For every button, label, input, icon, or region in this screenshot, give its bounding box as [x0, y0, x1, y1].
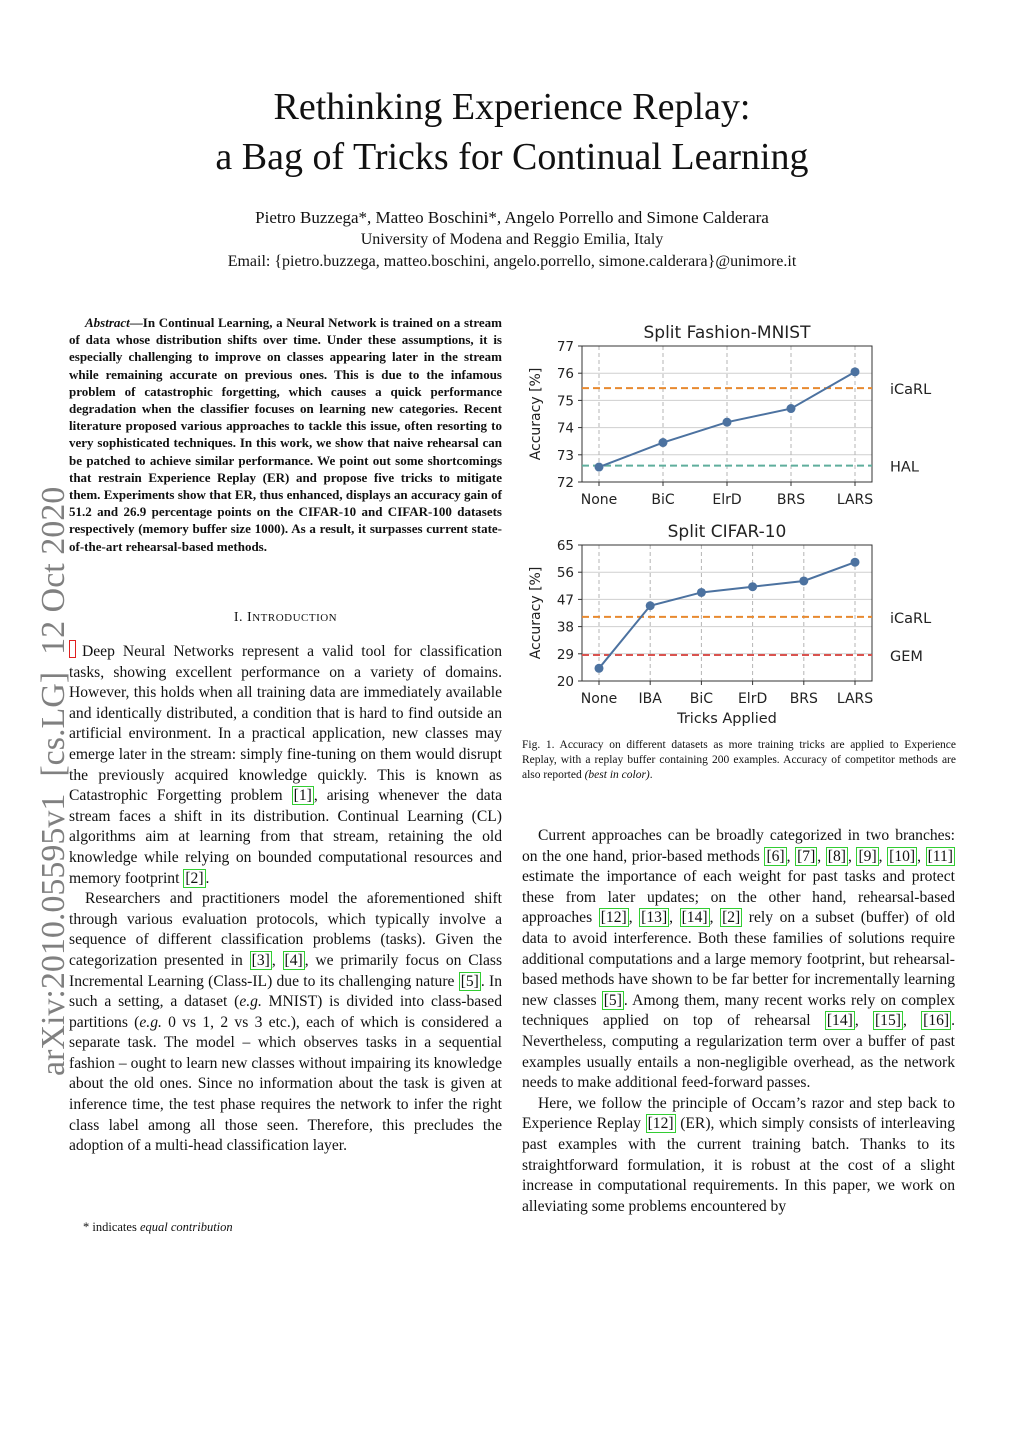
author-list: Pietro Buzzega*, Matteo Boschini*, Angelo Porrello and Simone Calderara: [255, 208, 769, 227]
citation-link[interactable]: [15]: [874, 1012, 901, 1030]
data-point: [851, 367, 860, 376]
data-point: [659, 438, 668, 447]
y-tick-label: 47: [556, 592, 574, 609]
left-column-body: [69, 640, 502, 1157]
affiliation: University of Modena and Reggio Emilia, Italy: [360, 231, 664, 248]
data-point: [723, 418, 732, 427]
abstract-label: Abstract: [85, 315, 130, 330]
reference-line-label: HAL: [890, 459, 919, 476]
x-tick-label: BRS: [789, 691, 818, 707]
data-point: [697, 588, 706, 597]
data-point: [748, 582, 757, 591]
citation-link[interactable]: [12]: [600, 909, 627, 927]
y-tick-label: 38: [556, 619, 574, 636]
x-tick-label: LARS: [836, 691, 874, 707]
figure-1-charts: [520, 318, 960, 730]
chart-title: Split CIFAR-10: [667, 522, 787, 542]
citation-link[interactable]: [8]: [827, 847, 846, 865]
annotation-marker: [69, 640, 76, 658]
arxiv-stamp-text: arXiv:2010.05595v1 [cs.LG] 12 Oct 2020: [35, 486, 72, 1076]
figure-caption: Fig. 1. Accuracy on different datasets as more training tricks are applied to Experience Replay, with a replay buffer containing 200 examples. Accuracy of competitor methods are also reported (best in color).: [522, 739, 957, 781]
x-tick-label: BRS: [776, 492, 806, 508]
x-tick-label: BiC: [689, 691, 714, 707]
reference-line-label: GEM: [890, 649, 923, 666]
citation-link[interactable]: [2]: [185, 869, 204, 887]
x-tick-label: LARS: [836, 492, 874, 508]
y-tick-label: 72: [556, 475, 574, 491]
citation-link[interactable]: [5]: [460, 972, 479, 990]
section-title-initial: I: [247, 610, 253, 625]
right-paragraph-1: Current approaches can be broadly categorized in two branches: on the one hand, prior-based methods [6] , [7] , [8] , [9] , [10] , [11] estimate the importance of each weight for past tasks and protect these from later updates; on the other hand, rehearsal-based approaches [12] , [13] , [14] , [2] rely on a subset (buffer) of old data to avoid interference. Both these families of solutions require additional computations and a large memory footprint, but rehearsal-based methods have shown to be far better for incrementally learning new classes [5] . Among them, many recent works rely on complex techniques applied on top of rehearsal [14] , [15] , [16] . Nevertheless, computing a regularization term over a buffer of past examples usually entails a non-negligible overhead, as the network needs to make additional feed-forward passes.: [522, 827, 956, 1092]
x-tick-label: ElrD: [712, 492, 742, 508]
citation-link[interactable]: [6]: [766, 847, 785, 865]
x-axis-label: Tricks Applied: [677, 711, 777, 727]
y-tick-label: 73: [556, 447, 574, 464]
reference-line-label: iCaRL: [890, 610, 932, 627]
citation-link[interactable]: [16]: [923, 1012, 950, 1030]
y-tick-label: 29: [556, 646, 574, 663]
y-tick-label: 76: [556, 366, 574, 383]
section-number: I.: [233, 610, 244, 625]
citation-link[interactable]: [14]: [681, 909, 708, 927]
citation-link[interactable]: [12]: [647, 1115, 674, 1133]
citation-link[interactable]: [5]: [603, 991, 622, 1009]
right-column-body: [522, 826, 955, 1217]
data-point: [787, 404, 796, 413]
data-point: [851, 558, 860, 567]
plot-frame: [582, 545, 872, 681]
data-point: [646, 601, 655, 610]
y-axis-label: Accuracy [%]: [528, 566, 544, 660]
chart-split-fashion-mnist: [528, 323, 931, 508]
paper-title-line-1: Rethinking Experience Replay:: [273, 86, 751, 128]
series-line: [599, 562, 855, 668]
y-tick-label: 75: [556, 393, 574, 410]
y-tick-label: 56: [556, 565, 574, 582]
section-heading-introduction: [69, 610, 502, 626]
citation-link[interactable]: [7]: [797, 847, 816, 865]
citation-link[interactable]: [4]: [284, 951, 303, 969]
right-paragraph-2: Here, we follow the principle of Occam’s razor and step back to Experience Replay [12] (ER), which simply consists of interleaving past examples with the current training batch. Thanks to its straightforward formulation, it is robust at the cost of a slight increase in computational requirements. In this paper, we work on alleviating some problems encountered by: [522, 1094, 956, 1215]
chart-title: Split Fashion-MNIST: [643, 323, 811, 343]
y-tick-label: 65: [556, 538, 574, 554]
y-tick-label: 74: [556, 420, 574, 437]
reference-line-label: iCaRL: [890, 382, 932, 399]
caption-label: Fig. 1.: [522, 739, 555, 751]
abstract-text: —In Continual Learning, a Neural Network is trained on a stream of data whose distribution shifts over time. Under these assumptions, it is especially challenging to improve on classes appearing later in the stream while remaining accurate on previous ones. This is due to the infamous problem of catastrophic forgetting, which causes a quick performance degradation when the classifier focuses on learning new categories. Recent literature proposed various approaches to tackle this issue, often resorting to very sophisticated techniques. In this work, we show that naive rehearsal can be patched to achieve similar performance. We point out some shortcomings that restrain Experience Replay (ER) and propose five tricks to mitigate them. Experiments show that ER, thus enhanced, displays an accuracy gain of 51.2 and 26.9 percentage points on the CIFAR-10 and CIFAR-100 datasets respectively (memory buffer size 1000). As a result, it surpasses current state-of-the-art rehearsal-based methods.: [69, 315, 502, 554]
x-tick-label: None: [580, 492, 618, 508]
citation-link[interactable]: [1]: [293, 787, 312, 805]
x-tick-label: IBA: [638, 691, 662, 707]
citation-link[interactable]: [13]: [641, 909, 668, 927]
x-tick-label: None: [580, 691, 618, 707]
chart-split-cifar10: [528, 522, 931, 727]
paper-title-line-2: a Bag of Tricks for Continual Learning: [215, 136, 809, 178]
data-point: [595, 463, 604, 472]
y-tick-label: 20: [556, 674, 574, 690]
x-tick-label: ElrD: [737, 691, 768, 707]
citation-link[interactable]: [14]: [826, 1012, 853, 1030]
footnote: * indicates equal contribution: [83, 1220, 233, 1234]
footnote-mark: *: [83, 1220, 90, 1234]
y-tick-label: 77: [556, 339, 574, 355]
citation-link[interactable]: [11]: [927, 847, 953, 865]
y-axis-label: Accuracy [%]: [528, 367, 544, 461]
abstract: [69, 314, 502, 555]
citation-link[interactable]: [3]: [251, 951, 270, 969]
author-emails: Email: {pietro.buzzega, matteo.boschini, angelo.porrello, simone.calderara}@unimore.it: [227, 253, 797, 270]
citation-link[interactable]: [10]: [889, 847, 916, 865]
intro-paragraph-2: Researchers and practitioners model the aforementioned shift through various evaluation protocols, which typically involve a sequence of different classification problems (tasks). Given the categorization presented in [3] , [4] , we primarily focus on Class Incremental Learning (Class-IL) due to its challenging nature [5] . In such a setting, a dataset (e.g. MNIST) is divided into class-based partitions (e.g. 0 vs 1, 2 vs 3 etc.), each of which is considered a separate task. The model – which observes tasks in a sequential fashion – ought to learn new classes without impairing its knowledge about the old ones. Since no information about the task is given at inference time, the test phase requires the network to infer the right class label among all those seen. Therefore, this precludes the adoption of a multi-head classification layer.: [69, 890, 503, 1155]
data-point: [595, 664, 604, 673]
data-point: [799, 576, 808, 585]
intro-paragraph-1: Deep Neural Networks represent a valid tool for classification tasks, showing excellent performance on a variety of domains. However, this holds when all training data are immediately available and identically distributed, a condition that is hard to find outside an artificial environment. In a practical application, new classes may emerge later in the stream: simply fine-tuning on them would disrupt the previously acquired knowledge quickly. This is known as Catastrophic Forgetting problem [1] , arising whenever the data stream faces a shift in its distribution. Continual Learning (CL) algorithms aim at learning from that stream, retaining the old knowledge while relying on bounded computational resources and memory footprint [2] .: [69, 640, 502, 889]
x-tick-label: BiC: [651, 492, 675, 508]
citation-link[interactable]: [2]: [722, 909, 741, 927]
citation-link[interactable]: [9]: [858, 847, 877, 865]
section-title-rest: NTRODUCTION: [252, 612, 338, 624]
